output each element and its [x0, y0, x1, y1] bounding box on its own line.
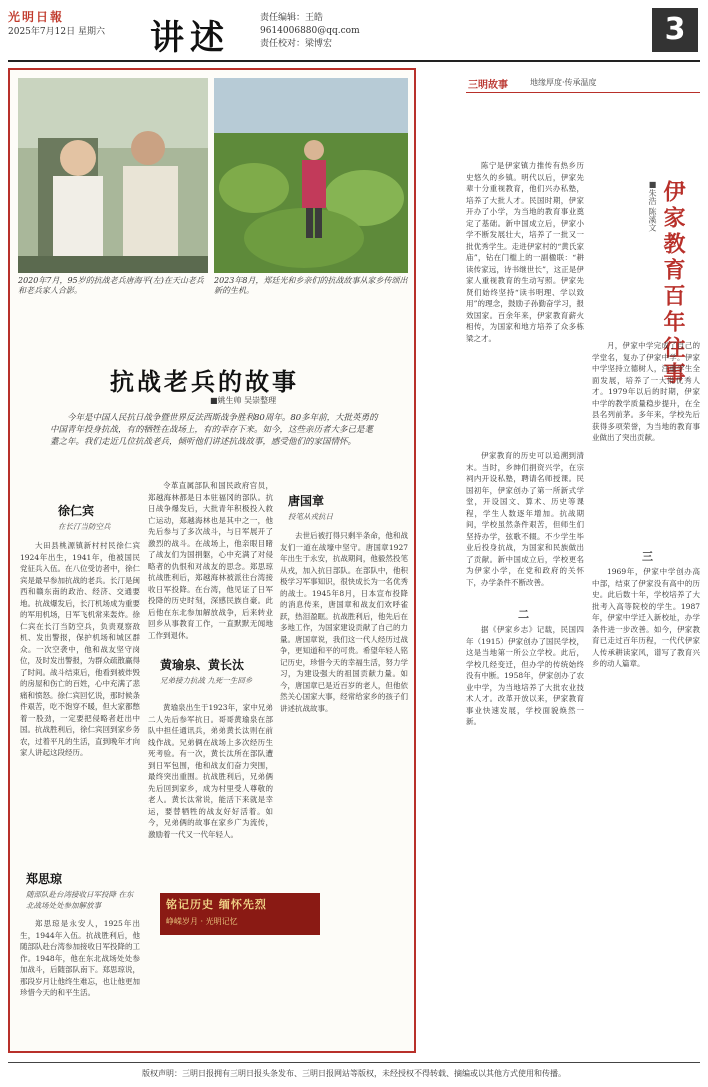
subhead-xu-renbin	[58, 502, 111, 532]
masthead: 光明日報	[8, 10, 65, 24]
section-numeral-2: 二	[518, 608, 529, 621]
header-rule	[8, 60, 700, 62]
photo1-caption: 2020年7月，95岁的抗战老兵唐海平(左)在天山老兵和老兵家人合影。	[18, 276, 204, 295]
column-3-text: 去世后被打得只剩半条命，他和战友们一道在战壕中坚守。唐国章1927年出生于永安，抗战期间，他毅然投笔从戎，加入抗日部队。在部队中，他积极学习军事知识，很快成长为一名优秀的战士。1945年8月，日本宣布投降的消息传来，唐国章和战友们欢呼雀跃，热泪盈眶。抗战胜利后，他先后在多地工作，为国家建设贡献了自己的力量。唐国章说，我们这一代人经历过战争，更知道和平的可贵。希望年轻人铭记历史，珍惜今天的幸福生活，努力学习，为建设强大的祖国贡献力量。如今，唐国章已是近百岁的老人，但他依然关心国家大事，经常给家乡的孩子们讲述抗战故事。	[280, 531, 408, 713]
feature-title: 抗战老兵的故事	[110, 368, 299, 396]
subhead-name: 徐仁宾	[58, 504, 95, 518]
column-label-sub: 地缘厚度·传承温度	[530, 78, 597, 87]
right-column-b-text: 伊家教育的历史可以追溯到清末。当时，乡绅们捐资兴学，在宗祠内开设私塾，聘请名师授课。民国初年，伊家创办了第一所新式学堂，开设国文、算术、历史等课程，学生人数逐年增加。抗战期间，学校虽然条件艰苦，但师生们坚持办学，弦歌不辍。不少学生毕业后投身抗战，为国家和民族做出了贡献。新中国成立后，学校更名为伊家小学，在党和政府的关怀下，办学条件不断改善。	[466, 451, 584, 587]
proofreader-credit: 责任校对：梁博宏	[260, 39, 333, 49]
photo-tobacco-field	[214, 78, 408, 273]
subhead-zheng-siqiong	[26, 870, 140, 911]
right-column-b2-text: 据《伊家乡志》记载，民国四年（1915）伊家创办了国民学校，这是当地第一所公立学校。此后，学校几经变迁，但办学的传统始终没有中断。1958年，伊家创办了农业中学，为当地培养了大批农业技术人才。改革开放以来，伊家教育事业快速发展，学校面貌焕然一新。	[466, 625, 584, 726]
banner-line1: 铭记历史 缅怀先烈	[166, 898, 267, 911]
subhead-desc: 随部队赴台湾接收日军投降 在东北战场处处参加解放事	[26, 890, 134, 910]
subhead-name: 郑思琼	[26, 872, 63, 886]
editor-email: 9614006880@qq.com	[260, 26, 360, 36]
staff-credits	[260, 12, 360, 51]
photo-veteran-portrait	[18, 78, 208, 273]
feature-byline: ■姚生帅 吴崇整理	[210, 396, 277, 405]
publication-date: 2025年7月12日 星期六	[8, 27, 105, 37]
subhead-tang-guozhang	[288, 492, 408, 522]
feature-intro: 今年是中国人民抗日战争暨世界反法西斯战争胜利80周年。80多年前，大批英勇的中国青年投身抗战，有的牺牲在战场上，有的幸存下来。如今，这些亲历者大多已是耄耋之年。我们走近几位抗战老兵，倾听他们讲述抗战故事，感受他们的家国情怀。	[50, 413, 378, 447]
subhead-desc: 兄弟接力抗战 九死一生回乡	[160, 676, 253, 685]
subhead-name: 唐国章	[288, 494, 325, 508]
subhead-desc: 投笔从戎抗日	[288, 512, 333, 521]
column-2b-text: 黄瑜泉出生于1923年，家中兄弟二人先后参军抗日。哥哥黄瑜泉在部队中担任通讯兵，弟弟黄长汰则在前线作战。兄弟俩在战场上多次经历生死考验。有一次，黄长汰所在部队遭到日军包围，他和战友们奋力突围，最终突出重围。抗战胜利后，兄弟俩先后回到家乡，成为村里受人尊敬的老人。黄长汰常说，能活下来就是幸运，要替牺牲的战友好好活着。如今，兄弟俩的故事在家乡广为流传，激励着一代又一代年轻人。	[148, 703, 273, 839]
section-numeral-3: 三	[642, 550, 653, 563]
section-title: 讲述	[150, 18, 230, 58]
right-article-title: 伊家教育百年往事	[660, 180, 685, 388]
column-1-text: 大田县桃源镇新村村民徐仁宾1924年出生，1941年，他被国民党征兵入伍。在八位受访者中，徐仁宾是最早参加抗战的老兵。长汀是闽西和赣东南的政治、经济、交通要地。抗战爆发后，长汀机场成为重要的军用机场，日军飞机常来轰炸。徐仁宾在长汀当防空兵，负责观察敌机、发出警报，保护机场和城区群众。一次空袭中，他和战友坚守岗位，及时发出警报，为群众疏散赢得了时间。战斗结束后，他看到被炸毁的房屋和伤亡的百姓，心中充满了悲痛和愤怒。徐仁宾回忆说，那时候条件艰苦，吃不饱穿不暖，但大家都憋着一股劲，一定要把侵略者赶出中国。抗战胜利后，徐仁宾回到家乡务农，过着平凡的生活，直到晚年才向家人讲起这段经历。	[20, 541, 140, 757]
subhead-desc: 在长汀当防空兵	[58, 522, 111, 531]
right-article-author: ■朱浩 陈溪文	[648, 180, 657, 232]
column-label: 三明故事	[468, 80, 508, 91]
subhead-name: 黄瑜泉、黄长汰	[160, 658, 245, 672]
column-1b-text: 郑思琼是永安人，1925年出生，1944年入伍。抗战胜利后，他随部队赴台湾参加接收日军投降的工作。1948年，他在东北战场处处参加战斗，后随部队南下。郑思琼说，那段岁月让他终生难忘，也让他更加珍惜今天的和平生活。	[20, 919, 140, 997]
page-number: 3	[652, 8, 698, 52]
right-column-c-text: 月，伊家中学完成了自己的学堂名，复办了伊家中学。伊家中学坚持立德树人，注重学生全面发展，培养了一大批优秀人才。1979年以后的时期，伊家中学的教学质量稳步提升，在全县名列前茅。多年来，学校先后获得多项荣誉，为当地的教育事业做出了突出贡献。	[592, 341, 700, 442]
copyright-notice: 版权声明：三明日报拥有三明日报头条发布、三明日报网站等版权，未经授权不得转载、摘编或以其他方式使用和传播。	[142, 1069, 566, 1078]
banner-line2: 峥嵘岁月 · 光明记忆	[166, 917, 238, 926]
photo2-caption: 2023年8月，郑廷光和乡亲们的抗战故事从家乡传颂出新的生机。	[214, 276, 408, 295]
footer-rule	[8, 1062, 700, 1063]
column-rule	[466, 92, 700, 93]
subhead-huang-brothers	[160, 656, 270, 686]
right-column-c2-text: 1969年，伊家中学创办高中部，结束了伊家没有高中的历史。此后数十年，学校培养了大批考入高等院校的学生。1987年，伊家中学迁入新校址，办学条件进一步改善。如今，伊家教育已走过百年历程，一代代伊家人传承耕读家风，谱写了教育兴乡的动人篇章。	[592, 567, 700, 668]
editor-credit: 责任编辑：王皓	[260, 13, 324, 23]
column-2-text: 令革直属部队和国民政府官员，郑越海林都是日本驻福冈的部队。抗日战争爆发后，大批青年积极投入救亡运动，郑越海林也是其中之一，他先后参与了多次战斗，与日军展开了激烈的战斗。在战场上，他亲眼目睹了战友们为国捐躯，心中充满了对侵略者的仇恨和对战友的思念。郑思琼抗战胜利后，郑越海林被派往台湾接收日军投降。在台湾，他见证了日军投降的历史时刻，深感民族自豪。此后他在东北参加解放战争，后来转业回乡从事教育工作，一直默默无闻地工作到退休。	[148, 481, 273, 640]
right-column-a-text: 陈宁是伊家镇力推传有热乡历史悠久的乡镇。明代以后，伊家先辈十分重视教育，他们兴办私塾，培养了大批人才。民国时期，伊家开办了小学，为当地的教育事业奠定了基础。新中国成立后，伊家小学不断发展壮大，培养了一批又一批优秀学生。走进伊家村的“黄氏家庙”，钻在门槛上的一副楹联：“耕读传家远，诗书继世长”，这正是伊家人重视教育的生动写照。伊家先贤们始终坚持“读书明理、学以致用”的理念，鼓励子孙勤奋学习，报效国家。百余年来，伊家教育薪火相传，为国家和地方培养了众多栋梁之才。	[466, 161, 584, 343]
history-banner	[160, 893, 320, 935]
